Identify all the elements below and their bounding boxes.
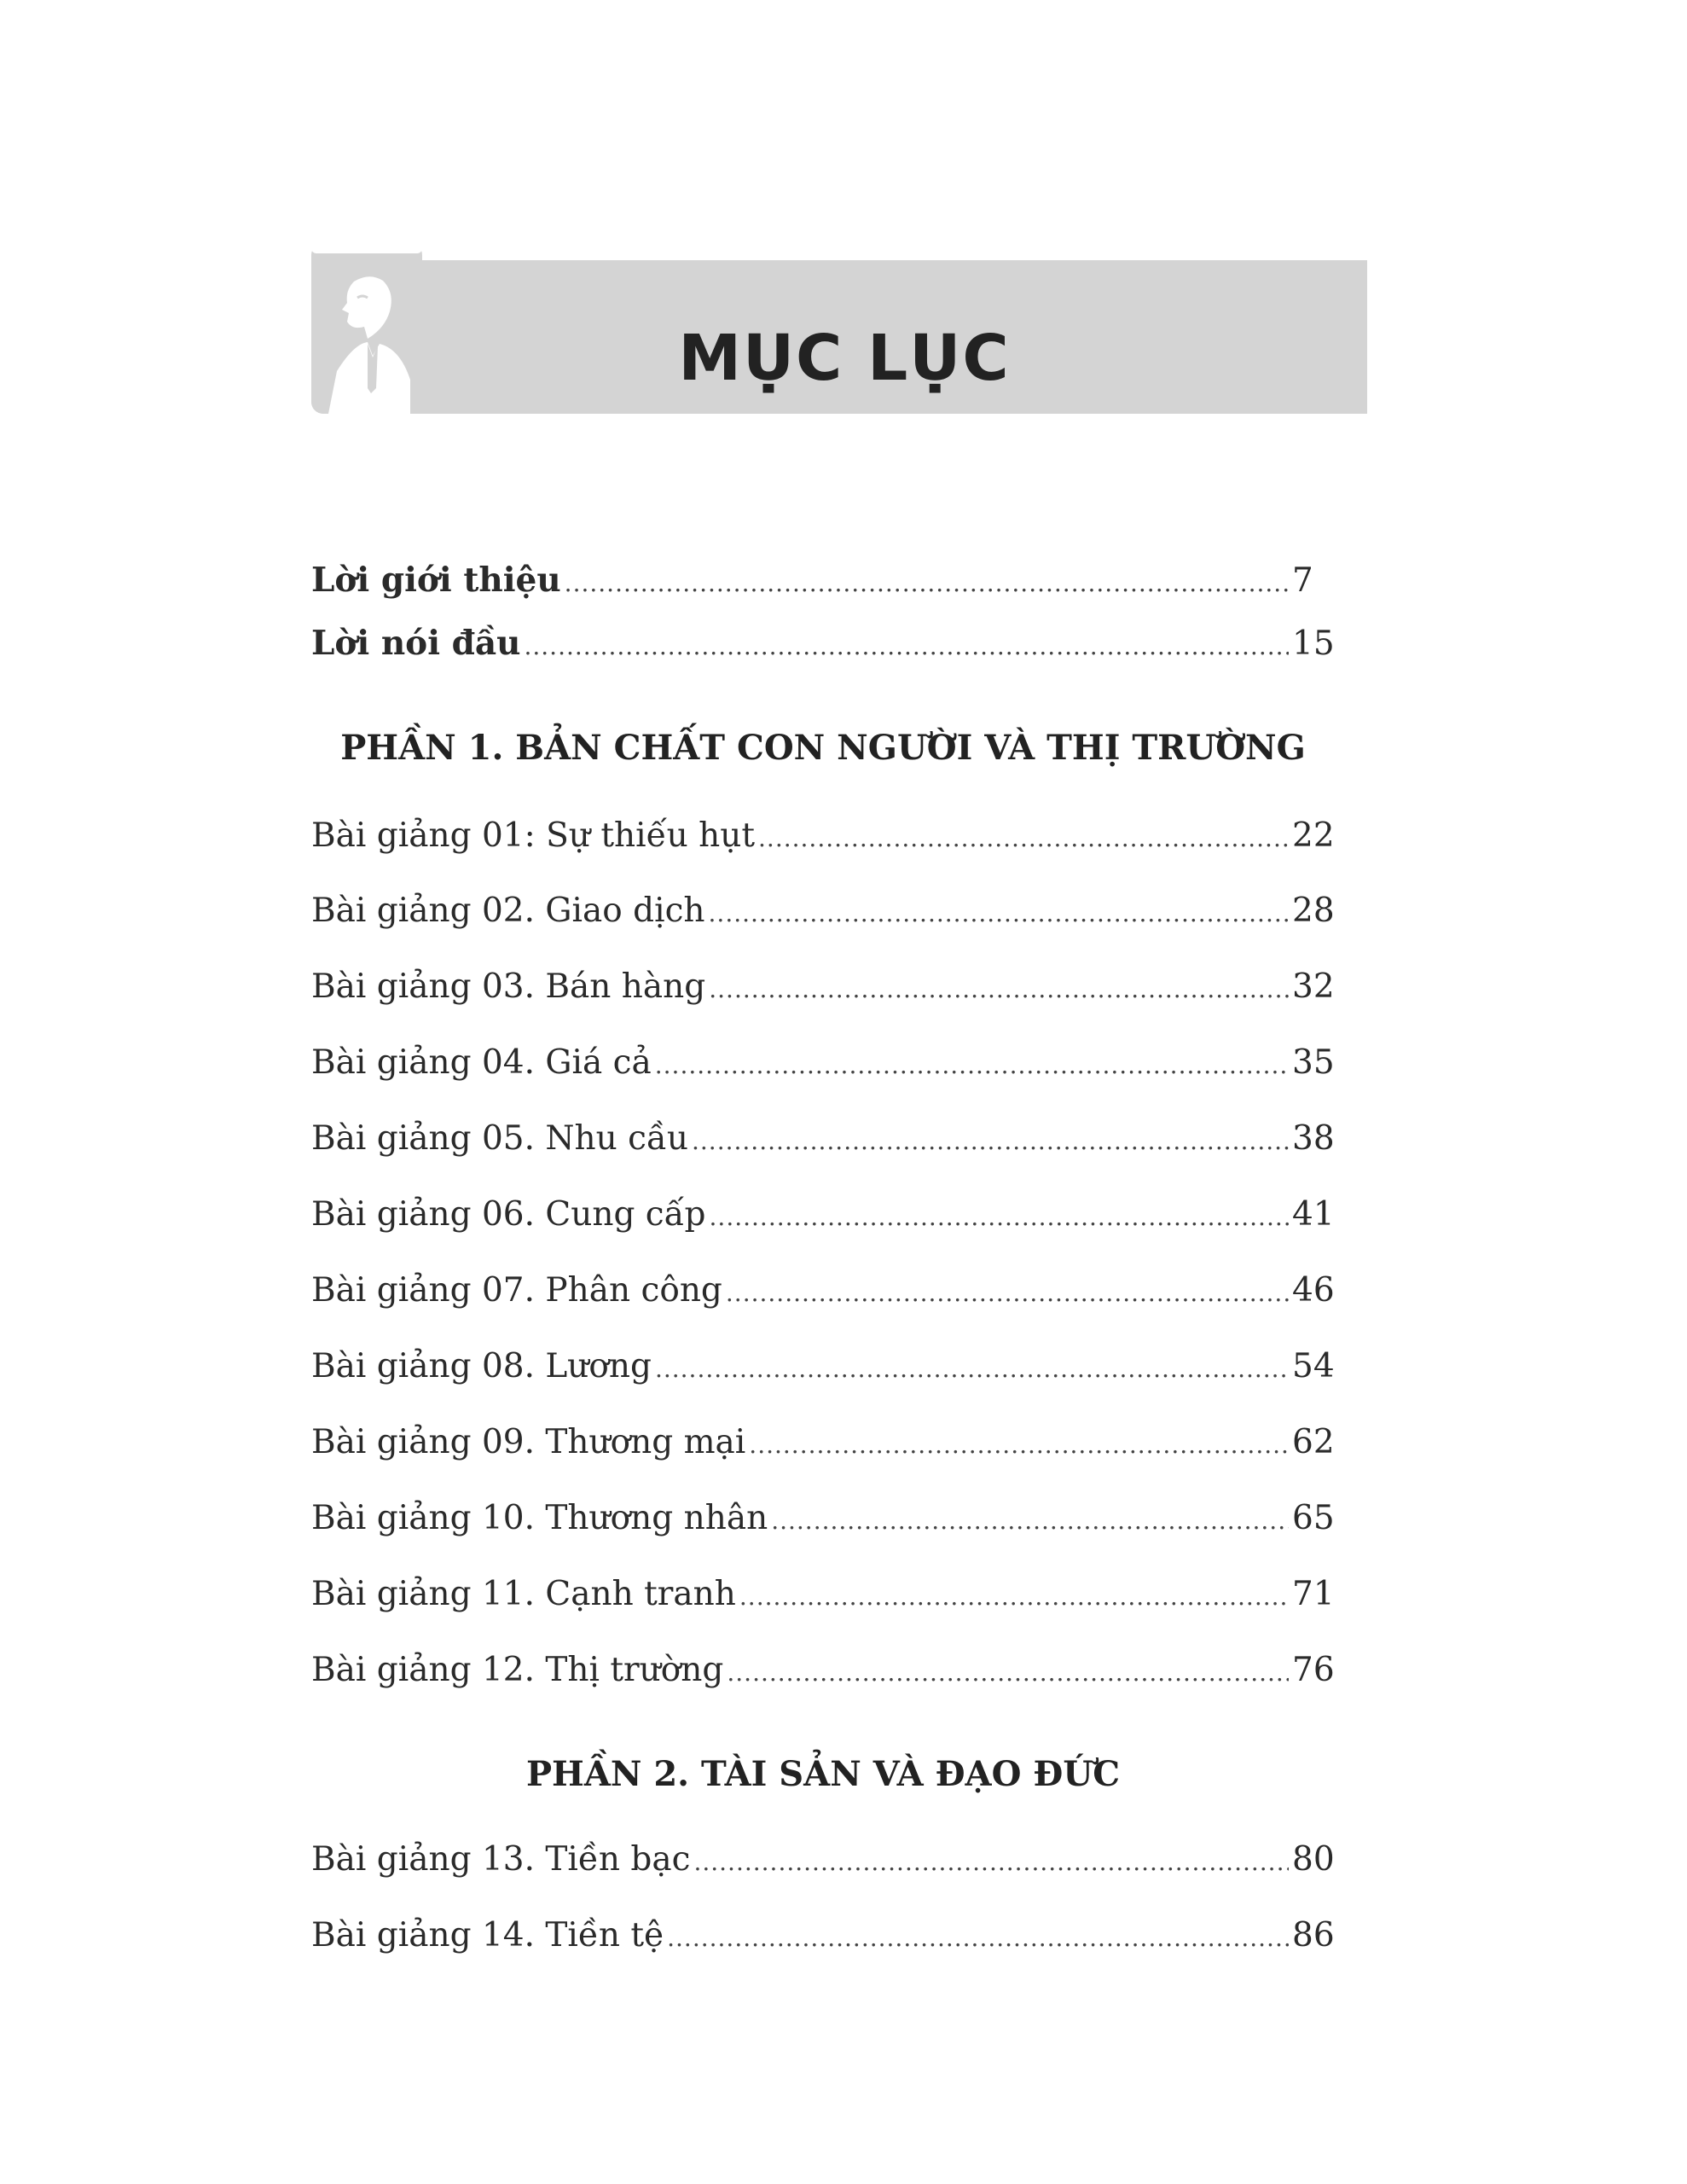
toc-entry-introduction[interactable] [311,555,1335,606]
toc-entry-label: Bài giảng 08. Lương [311,1347,652,1385]
dot-leader [739,1571,1289,1623]
toc-entry-label: Bài giảng 10. Thương nhân [311,1499,768,1537]
dot-leader [727,1647,1289,1699]
dot-leader [667,1913,1289,1964]
toc-entry-page: 41 [1292,1195,1335,1234]
toc-entry[interactable] [311,1645,1335,1696]
dot-leader [710,1192,1289,1243]
dot-leader [709,964,1289,1015]
toc-entry-page: 15 [1292,624,1335,663]
toc-entry[interactable] [311,886,1335,937]
toc-entry-page: 38 [1292,1119,1335,1158]
toc-entry-label: Bài giảng 07. Phân công [311,1271,722,1310]
toc-entry[interactable] [311,1189,1335,1240]
toc-entry[interactable] [311,1834,1335,1885]
toc-entry-page: 7 [1292,561,1313,600]
toc-entry-page: 86 [1292,1916,1335,1955]
toc-entry-label: Bài giảng 14. Tiền tệ [311,1916,664,1955]
toc-entry[interactable] [311,961,1335,1013]
toc-entry[interactable] [311,1113,1335,1165]
toc-entry[interactable] [311,1910,1335,1961]
toc-entry-label: Bài giảng 13. Tiền bạc [311,1840,691,1879]
part-2-heading: PHẦN 2. TÀI SẢN VÀ ĐẠO ĐỨC [525,1754,1121,1794]
dot-leader [749,1420,1289,1471]
toc-entry-page: 32 [1292,967,1335,1006]
toc-entry[interactable] [311,1265,1335,1316]
toc-entry-label: Lời nói đầu [311,624,521,663]
toc-entry-label: Bài giảng 01: Sự thiếu hụt [311,816,756,855]
toc-entry-page: 35 [1292,1043,1335,1082]
dot-leader [726,1268,1289,1319]
dot-leader [524,621,1289,672]
toc-entry-label: Bài giảng 02. Giao dịch [311,892,705,930]
dot-leader [758,813,1289,864]
toc-entry-page: 76 [1292,1651,1335,1689]
toc-entry[interactable] [311,1493,1335,1544]
toc-entry-label: Lời giới thiệu [311,561,561,600]
toc-entry-label: Bài giảng 11. Cạnh tranh [311,1575,736,1613]
dot-leader [709,888,1289,939]
toc-entry-page: 54 [1292,1347,1335,1385]
toc-entry[interactable] [311,1037,1335,1089]
toc-entry-page: 65 [1292,1499,1335,1537]
toc-entry[interactable] [311,1569,1335,1620]
silhouette-man-icon [311,243,422,414]
toc-entry-label: Bài giảng 09. Thương mại [311,1423,746,1461]
toc-entry-page: 71 [1292,1575,1335,1613]
dot-leader [692,1116,1289,1167]
dot-leader [693,1837,1289,1888]
toc-entry-page: 62 [1292,1423,1335,1461]
dot-leader [771,1496,1289,1547]
toc-entry-page: 46 [1292,1271,1335,1310]
part-1-heading: PHẦN 1. BẢN CHẤT CON NGƯỜI VÀ THỊ TRƯỜNG [340,728,1306,768]
dot-leader [655,1040,1289,1091]
page-title: MỤC LỤC [678,322,1011,395]
toc-entry-label: Bài giảng 05. Nhu cầu [311,1119,688,1158]
toc-entry-foreword[interactable] [311,618,1335,669]
toc-entry-label: Bài giảng 04. Giá cả [311,1043,652,1082]
dot-leader [565,558,1289,609]
toc-entry[interactable] [311,1417,1335,1468]
toc-entry-label: Bài giảng 12. Thị trường [311,1651,724,1689]
toc-entry-label: Bài giảng 06. Cung cấp [311,1195,706,1234]
toc-entry[interactable] [311,1341,1335,1392]
toc-entry-page: 80 [1292,1840,1335,1879]
toc-entry-page: 22 [1292,816,1335,855]
toc-entry[interactable] [311,810,1335,862]
toc-entry-label: Bài giảng 03. Bán hàng [311,967,706,1006]
toc-entry-page: 28 [1292,892,1335,930]
dot-leader [655,1344,1289,1395]
